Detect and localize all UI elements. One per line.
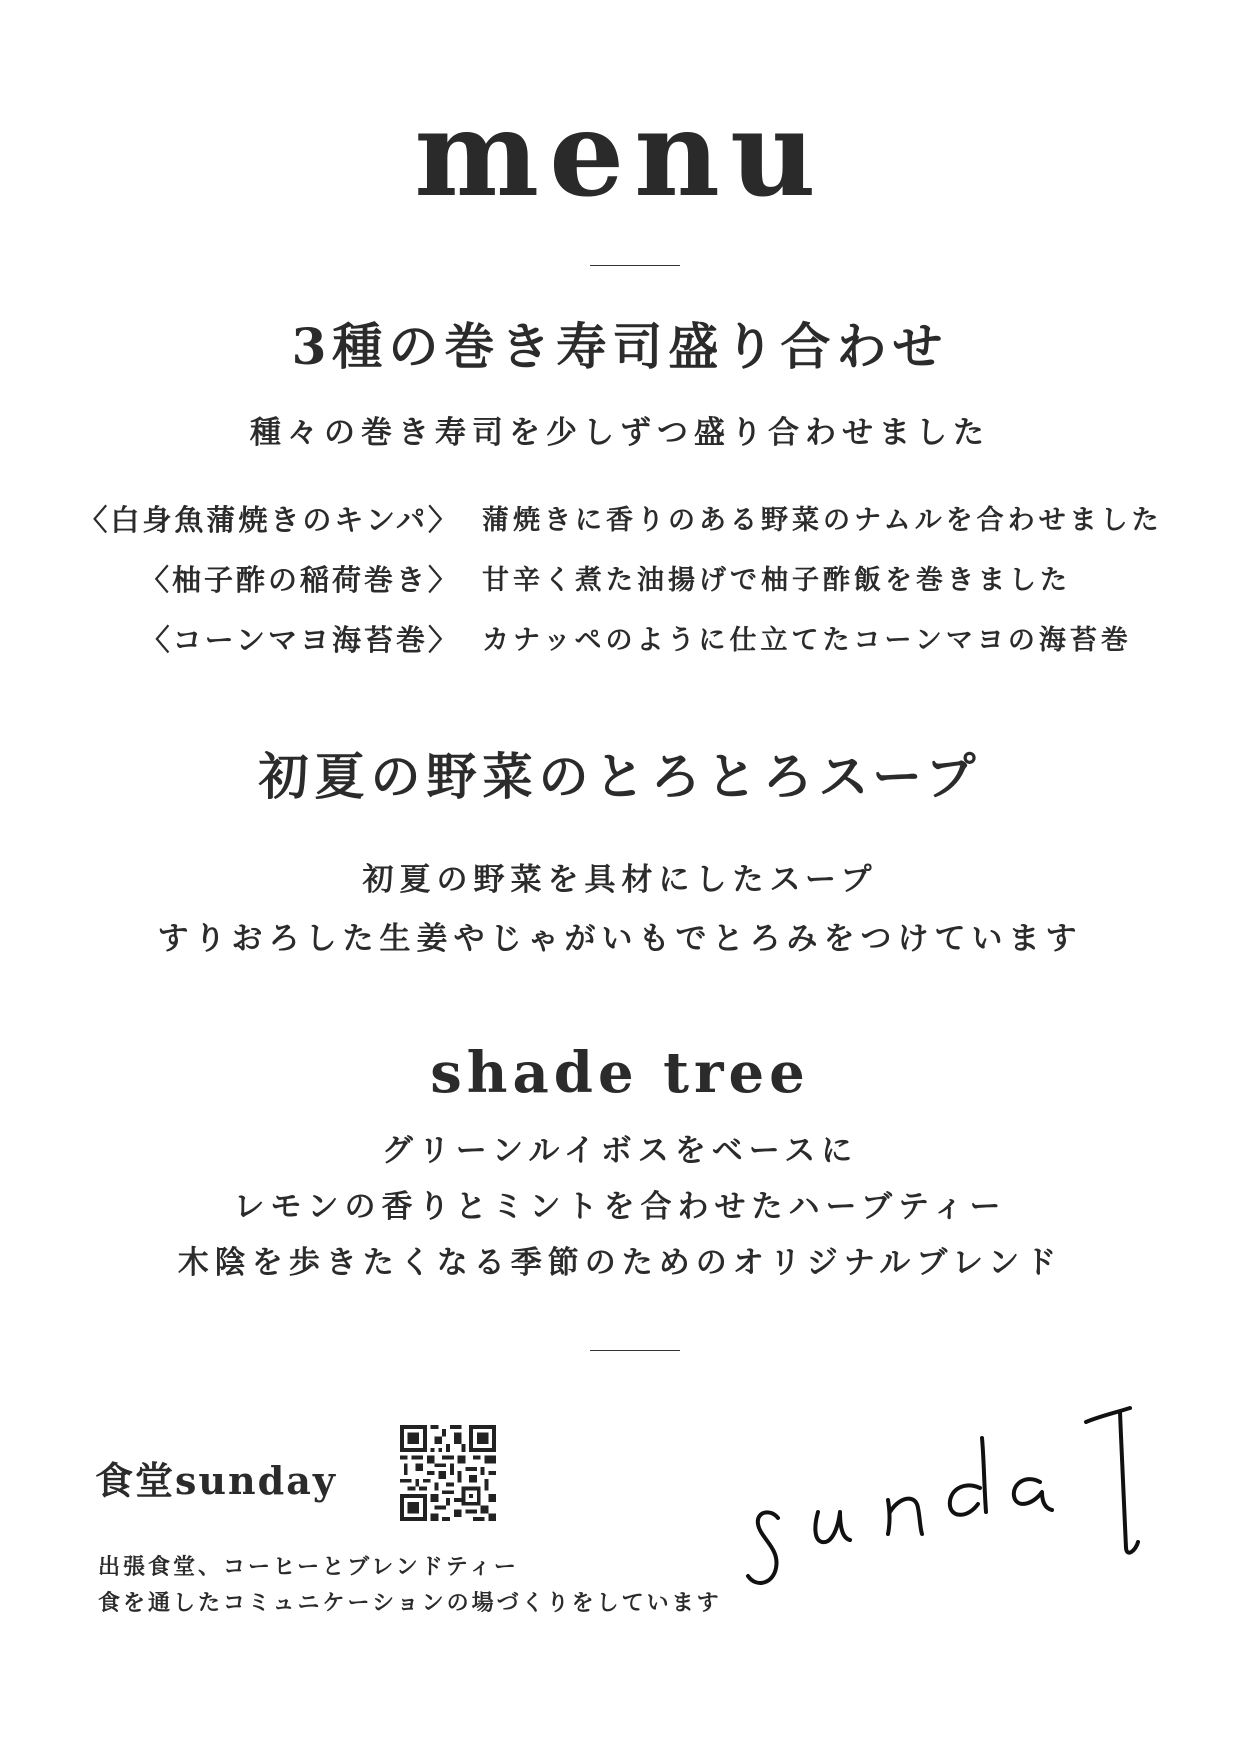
bottom-divider xyxy=(590,1350,680,1351)
course1-item-name: 〈柚子酢の稲荷巻き〉 xyxy=(139,563,460,597)
course3-line: レモンの香りとミントを合わせたハーブティー xyxy=(233,1189,1007,1225)
course3-line: グリーンルイボスをベースに xyxy=(381,1133,859,1169)
footer-tagline: 出張食堂、コーヒーとブレンドティー xyxy=(98,1554,519,1580)
sunday-signature-logo xyxy=(740,1400,1180,1640)
course1-item-description: 甘辛く煮た油揚げで柚子酢飯を巻きました xyxy=(482,565,1071,596)
course1-item-description: 蒲焼きに香りのある野菜のナムルを合わせました xyxy=(482,505,1163,536)
course2-line: 初夏の野菜を具材にしたスープ xyxy=(362,862,878,898)
course1-title: 3種の巻き寿司盛り合わせ xyxy=(291,317,949,376)
menu-title: menu xyxy=(414,84,826,223)
top-divider xyxy=(590,265,680,266)
course2-line: すりおろした生姜やじゃがいもでとろみをつけています xyxy=(157,921,1083,957)
course1-item-name: 〈コーンマヨ海苔巻〉 xyxy=(140,623,460,657)
footer-tagline: 食を通したコミュニケーションの場づくりをしています xyxy=(98,1590,722,1616)
course1-item-name: 〈白身魚蒲焼きのキンパ〉 xyxy=(78,503,460,537)
course3-line: 木陰を歩きたくなる季節のためのオリジナルブレンド xyxy=(177,1245,1063,1281)
brand-name: 食堂sunday xyxy=(95,1458,337,1503)
course1-item-description: カナッペのように仕立てたコーンマヨの海苔巻 xyxy=(482,625,1132,656)
course1-description: 種々の巻き寿司を少しずつ盛り合わせました xyxy=(250,415,990,451)
course3-title: shade tree xyxy=(430,1040,810,1106)
course2-title: 初夏の野菜のとろとろスープ xyxy=(258,747,982,806)
qr-code-icon[interactable] xyxy=(400,1425,496,1521)
